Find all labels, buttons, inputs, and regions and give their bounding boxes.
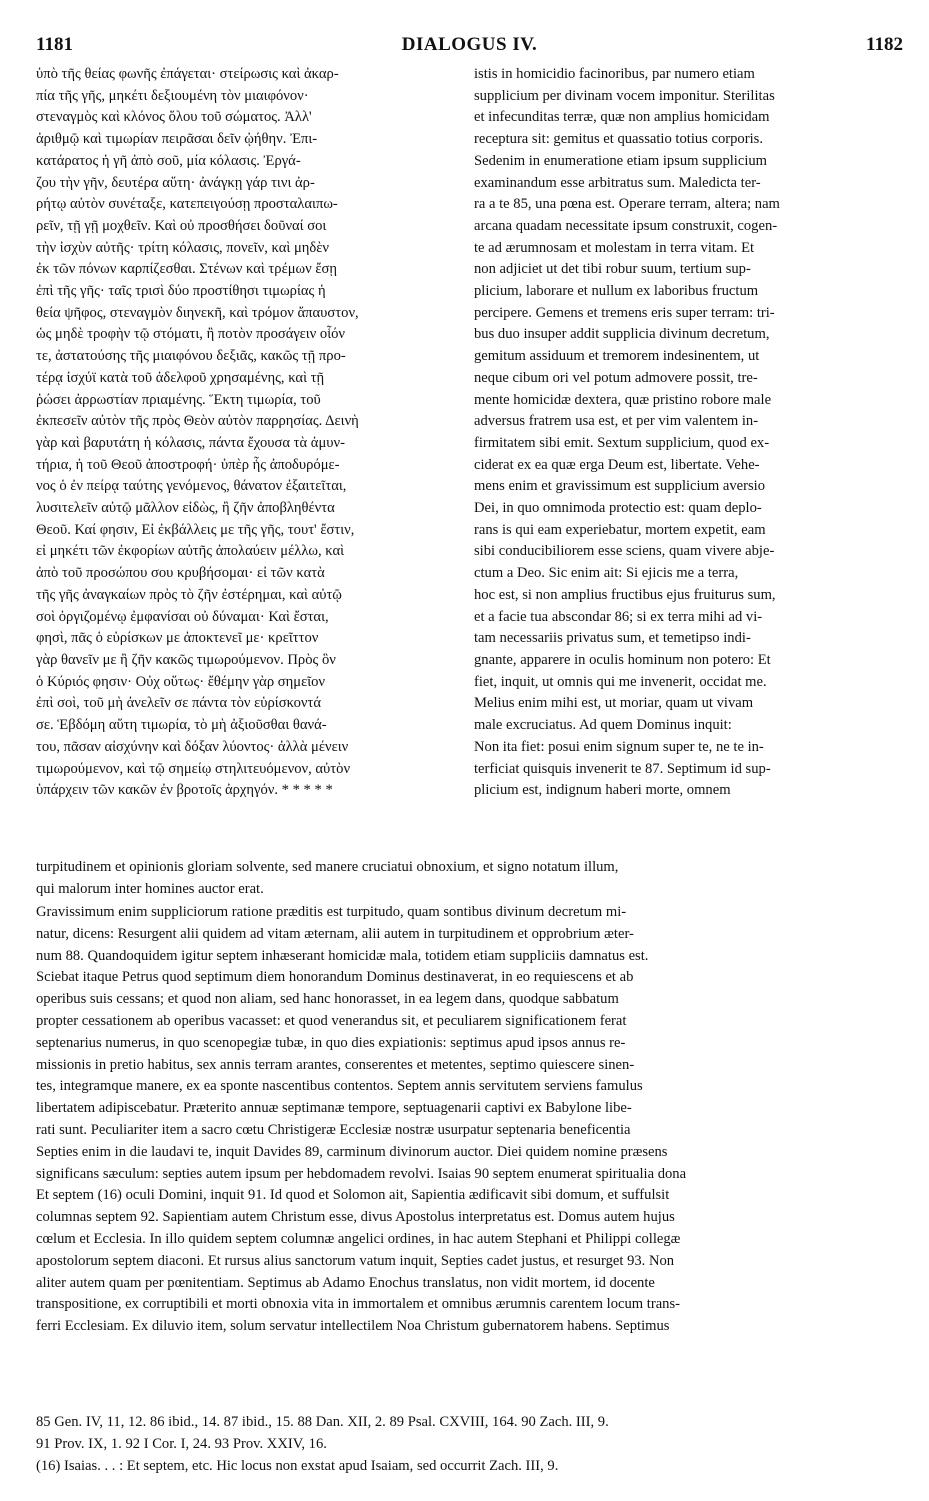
text-line: πία τῆς γῆς, μηκέτι δεξιουμένη τὸν μιαιφόνον· xyxy=(36,87,309,104)
text-line: ῥώσει ἀρρωστίαν πριαμένης. Ἕκτη τιμωρία, τοῦ xyxy=(36,391,321,408)
text-line: istis in homicidio facinoribus, par numero etiam xyxy=(474,66,755,82)
text-line: terficiat quisquis invenerit te 87. Septimum id sup- xyxy=(474,760,771,777)
text-line: ὑπάρχειν τῶν κακῶν ἐν βροτοῖς ἀρχηγόν. * * * * * xyxy=(36,782,333,799)
main-paragraph xyxy=(36,902,904,1338)
text-line: σε. Ἑβδόμη αὕτη τιμωρία, τὸ μὴ ἀξιοῦσθαι θανά- xyxy=(36,717,327,734)
text-line: propter cessationem ab operibus vacasset: et quod venerandus sit, et peculiarem significationem ferat xyxy=(36,1012,627,1029)
text-line: cœlum et Ecclesia. In illo quidem septem columnæ angelici ordines, in hac autem Stephani et Philippi collegæ xyxy=(36,1230,681,1247)
text-line: τὴν ἰσχὺν αὐτῆς· τρίτη κόλασις, πονεῖν, καὶ μηδὲν xyxy=(36,239,330,256)
text-line: Septies enim in die laudavi te, inquit Davides 89, carminum divinorum auctor. Diei quidem nomine præsens xyxy=(36,1143,668,1160)
text-line: ἐκ τῶν πόνων καρπίζεσθαι. Στένων καὶ τρέμων ἔσῃ xyxy=(36,261,338,278)
text-line: κατάρατος ἡ γῆ ἀπὸ σοῦ, μία κόλασις. Ἐργά- xyxy=(36,152,301,169)
footnotes xyxy=(36,1411,904,1477)
text-line: transpositione, ex corruptibili et morti obnoxia vita in immortalem et omnibus ærumnis carentem locum trans- xyxy=(36,1296,681,1313)
text-line: ctum a Deo. Sic enim ait: Si ejicis me a terra, xyxy=(474,565,739,582)
text-line: Gravissimum enim suppliciorum ratione præditis est turpitudo, quam sontibus divinum decretum mi- xyxy=(36,904,627,920)
text-line: apostolorum septem diaconi. Et rursus alius sanctorum vatum inquit, Septies cadet justus, et resurget 93. Non xyxy=(36,1252,675,1269)
text-line: et a facie tua abscondar 86; si ex terra mihi ad vi- xyxy=(474,608,763,625)
text-line: neque cibum ori vel potum admovere possit, tre- xyxy=(474,369,758,386)
text-line: rati sunt. Peculiariter item a sacro cœtu Christigeræ Ecclesiæ nostræ usurpatur septenaria beneficentia xyxy=(36,1121,631,1138)
text-line: ἀπὸ τοῦ προσώπου σου κρυβήσομαι· εἰ τῶν κατὰ xyxy=(36,565,325,582)
text-line: plicium est, indignum haberi morte, omnem xyxy=(474,782,731,799)
text-line: te ad ærumnosam et molestam in terra vitam. Et xyxy=(474,239,755,256)
text-line: Θεοῦ. Καί φησιν, Εἰ ἐκβάλλεις με τῆς γῆς, τουτ' ἔστιν, xyxy=(36,521,355,538)
text-line: natur, dicens: Resurgent alii quidem ad vitam æternam, alii autem in turpitudinem et opprobrium æter- xyxy=(36,925,634,942)
footnote-line: (16) Isaias. . . : Et septem, etc. Hic locus non exstat apud Isaiam, sed occurrit Zach. III, 9. xyxy=(36,1458,559,1474)
page-number-left: 1181 xyxy=(36,34,73,55)
text-line: γὰρ θανεῖν με ἢ ζῆν κακῶς τιμωρούμενον. Πρὸς ὃν xyxy=(36,651,336,668)
text-line: ὡς μηδὲ τροφὴν τῷ στόματι, ἢ ποτὸν προσάγειν οἷόν xyxy=(36,326,346,343)
text-line: ciderat ex ea quæ erga Deum est, libertate. Vehe- xyxy=(474,456,760,473)
text-line: στεναγμὸς καὶ κλόνος ὅλου τοῦ σώματος. Ἀλλ' xyxy=(36,109,312,126)
full-width-continuation xyxy=(36,857,904,901)
text-line: εἰ μηκέτι τῶν ἐκφορίων αὐτῆς ἀπολαύειν μέλλω, καὶ xyxy=(36,543,345,560)
text-line: libertatem adipiscebatur. Præterito annuæ septimanæ tempore, septuagenarii captivi ex Babylone libe- xyxy=(36,1100,632,1117)
text-line: bus duo insuper addit supplicia divinum decretum, xyxy=(474,326,770,343)
text-line: tam necessariis privatus sum, et temetipso indi- xyxy=(474,630,751,647)
text-line: Dei, in quo omnimoda protectio est: quam deplo- xyxy=(474,500,762,517)
text-line: τήρια, ἡ τοῦ Θεοῦ ἀποστροφή· ὑπὲρ ἧς ἀποδυρόμε- xyxy=(36,456,340,473)
text-line: arcana quadam necessitate ipsum construxit, cogen- xyxy=(474,217,778,234)
text-line: Sedenim in enumeratione etiam ipsum supplicium xyxy=(474,152,768,169)
text-line: male excruciatus. Ad quem Dominus inquit: xyxy=(474,717,732,734)
text-line: plicium, laborare et nullum ex laboribus fructum xyxy=(474,283,759,300)
text-line: sibi conducibiliorem esse sciens, quam vivere abje- xyxy=(474,543,775,560)
text-line: examinandum esse arbitratus sum. Maledicta ter- xyxy=(474,174,761,191)
text-line: ra a te 85, una pœna est. Operare terram, altera; nam xyxy=(474,196,780,213)
text-line: non adjiciet ut det tibi robur suum, tertium sup- xyxy=(474,261,751,278)
text-line: λυσιτελεῖν αὐτῷ μᾶλλον εἰδὼς, ἢ ζῆν ἀποβληθέντα xyxy=(36,500,335,517)
text-line: num 88. Quandoquidem igitur septem inhæserant homicidæ mala, totidem etiam suppliciis damnatus est. xyxy=(36,947,649,964)
text-line: ferri Ecclesiam. Ex diluvio item, solum servatur intellectilem Noa Christum gubernatorem habens. Septimus xyxy=(36,1318,670,1335)
footnote-line: 85 Gen. IV, 11, 12. 86 ibid., 14. 87 ibid., 15. 88 Dan. XII, 2. 89 Psal. CXVIII, 164. 90 Zach. III, 9. xyxy=(36,1414,609,1430)
text-line: ἐκπεσεῖν αὐτὸν τῆς πρὸς Θεὸν αὐτὸν παρρησίας. Δεινὴ xyxy=(36,413,359,430)
text-line: ζου τὴν γῆν, δευτέρα αὕτη· ἀνάγκῃ γάρ τινι ἀρ- xyxy=(36,174,315,191)
footnote-line: 91 Prov. IX, 1. 92 I Cor. I, 24. 93 Prov. XXIV, 16. xyxy=(36,1436,327,1452)
text-line: φησὶ, πᾶς ὁ εὑρίσκων με ἀποκτενεῖ με· κρεῖττον xyxy=(36,630,319,647)
text-line: gnante, apparere in oculis hominum non potero: Et xyxy=(474,651,771,668)
text-line: supplicium per divinam vocem imponitur. Sterilitas xyxy=(474,87,775,104)
text-line: receptura sit: gemitus et quassatio totius corporis. xyxy=(474,131,763,148)
text-line: ἀριθμῷ καὶ τιμωρίαν πειρᾶσαι δεῖν ᾠήθην. Ἐπι- xyxy=(36,131,318,148)
text-line: Melius enim mihi est, ut moriar, quam ut vivam xyxy=(474,695,754,712)
text-line: τῆς γῆς ἀναγκαίων πρὸς τὸ ζῆν ἐστέρημαι, καὶ αὐτῷ xyxy=(36,586,342,603)
text-line: τε, ἀστατούσης τῆς μιαιφόνου δεξιᾶς, κακῶς τῇ προ- xyxy=(36,348,346,365)
text-line: adversus fratrem usa est, et per vim valentem in- xyxy=(474,413,759,430)
text-line: gemitum assiduum et tremorem indesinentem, ut xyxy=(474,348,760,365)
text-line: mens enim et gravissimum est supplicium aversio xyxy=(474,478,766,495)
text-line: fiet, inquit, ut omnis qui me invenerit, occidat me. xyxy=(474,673,767,690)
text-line: σοὶ ὀργιζομένῳ ἐμφανίσαι οὐ δύναμαι· Καὶ ἔσται, xyxy=(36,608,329,625)
text-line: ρήτῳ αὐτὸν συνέταξε, κατεπειγούσῃ προσταλαιπω- xyxy=(36,196,338,213)
text-line: τέρᾳ ἰσχύϊ κατὰ τοῦ ἀδελφοῦ χρησαμένης, καὶ τῇ xyxy=(36,369,325,386)
text-line: Non ita fiet: posui enim signum super te, ne te in- xyxy=(474,738,764,755)
text-line: percipere. Gemens et tremens eris super terram: tri- xyxy=(474,304,775,321)
page-number-right: 1182 xyxy=(866,34,903,55)
text-line: Sciebat itaque Petrus quod septimum diem honorandum Dominus destinaverat, in eo requiescens et ab xyxy=(36,969,634,986)
text-line: qui malorum inter homines auctor erat. xyxy=(36,880,264,897)
latin-text-column xyxy=(474,64,894,802)
text-line: significans sæculum: septies autem ipsum per hebdomadem revolvi. Isaias 90 septem enumerat spiritualia dona xyxy=(36,1165,687,1182)
text-line: septenarius numerus, in quo scenopegiæ tubæ, in quo dies expiationis: septimus apud ipsos annus re- xyxy=(36,1034,626,1051)
text-line: ρεῖν, τῇ γῇ μοχθεῖν. Καὶ οὐ προσθήσει δοῦναί σοι xyxy=(36,217,327,234)
text-line: ἐπὶ τῆς γῆς· ταῖς τρισὶ δύο προστίθησι τιμωρίας ἡ xyxy=(36,283,326,300)
text-line: ἐπὶ σοὶ, τοῦ μὴ ἀνελεῖν σε πάντα τὸν εὑρίσκοντά xyxy=(36,695,322,712)
text-line: aliter autem quam per pœnitentiam. Septimus ab Adamo Enochus translatus, non vidit mortem, id docente xyxy=(36,1274,655,1291)
page-header xyxy=(36,34,903,56)
text-line: turpitudinem et opinionis gloriam solvente, sed manere cruciatui obnoxium, et signo notatum illum, xyxy=(36,859,619,875)
text-line: ὑπὸ τῆς θείας φωνῆς ἐπάγεται· στείρωσις καὶ ἀκαρ- xyxy=(36,66,339,82)
greek-text-column xyxy=(36,64,454,802)
text-line: rans is qui eam experiebatur, mortem expetit, eam xyxy=(474,521,766,538)
text-line: hoc est, si non amplius fructibus ejus fruiturus sum, xyxy=(474,586,776,603)
text-line: θεία ψῆφος, στεναγμὸν διηνεκῆ, καὶ τρόμον ἄπαυστον, xyxy=(36,304,359,321)
text-line: τιμωρούμενον, καὶ τῷ σημείῳ στηλιτευόμενον, αὐτὸν xyxy=(36,760,351,777)
text-line: mente homicidæ dextera, quæ pristino robore male xyxy=(474,391,772,408)
text-line: missionis in pretio habitus, sex annis terram arantes, conserentes et metentes, septimo quiescere sinen- xyxy=(36,1056,635,1073)
text-line: γὰρ καὶ βαρυτάτη ἡ κόλασις, πάντα ἔχουσα τὰ ἀμυν- xyxy=(36,434,345,451)
text-line: columnas septem 92. Sapientiam autem Christum esse, divus Apostolus interpretatus est. Domus autem hujus xyxy=(36,1209,675,1226)
text-line: operibus suis cessans; et quod non aliam, sed hanc honorasset, in ea legem dans, quodque sabbatum xyxy=(36,991,619,1008)
text-line: του, πᾶσαν αἰσχύνην καὶ δόξαν λύοντος· ἀλλὰ μένειν xyxy=(36,738,349,755)
text-line: firmitatem sibi emit. Sextum supplicium, quod ex- xyxy=(474,434,770,451)
text-line: tes, integramque manere, ex ea sponte nascentibus contentos. Septem annis servitutem serviens famulus xyxy=(36,1078,643,1095)
running-title: DIALOGUS IV. xyxy=(401,34,538,55)
text-line: Et septem (16) oculi Domini, inquit 91. Id quod et Solomon ait, Sapientia ædificavit sibi domum, et suffulsit xyxy=(36,1187,670,1204)
text-line: et infecunditas terræ, quæ non amplius homicidam xyxy=(474,109,770,126)
text-line: νος ὁ ἐν πείρᾳ ταύτης γενόμενος, θάνατον ἐξαιτεῖται, xyxy=(36,478,347,495)
text-line: ὁ Κύριός φησιν· Οὐχ οὕτως· ἔθέμην γὰρ σημεῖον xyxy=(36,673,326,690)
